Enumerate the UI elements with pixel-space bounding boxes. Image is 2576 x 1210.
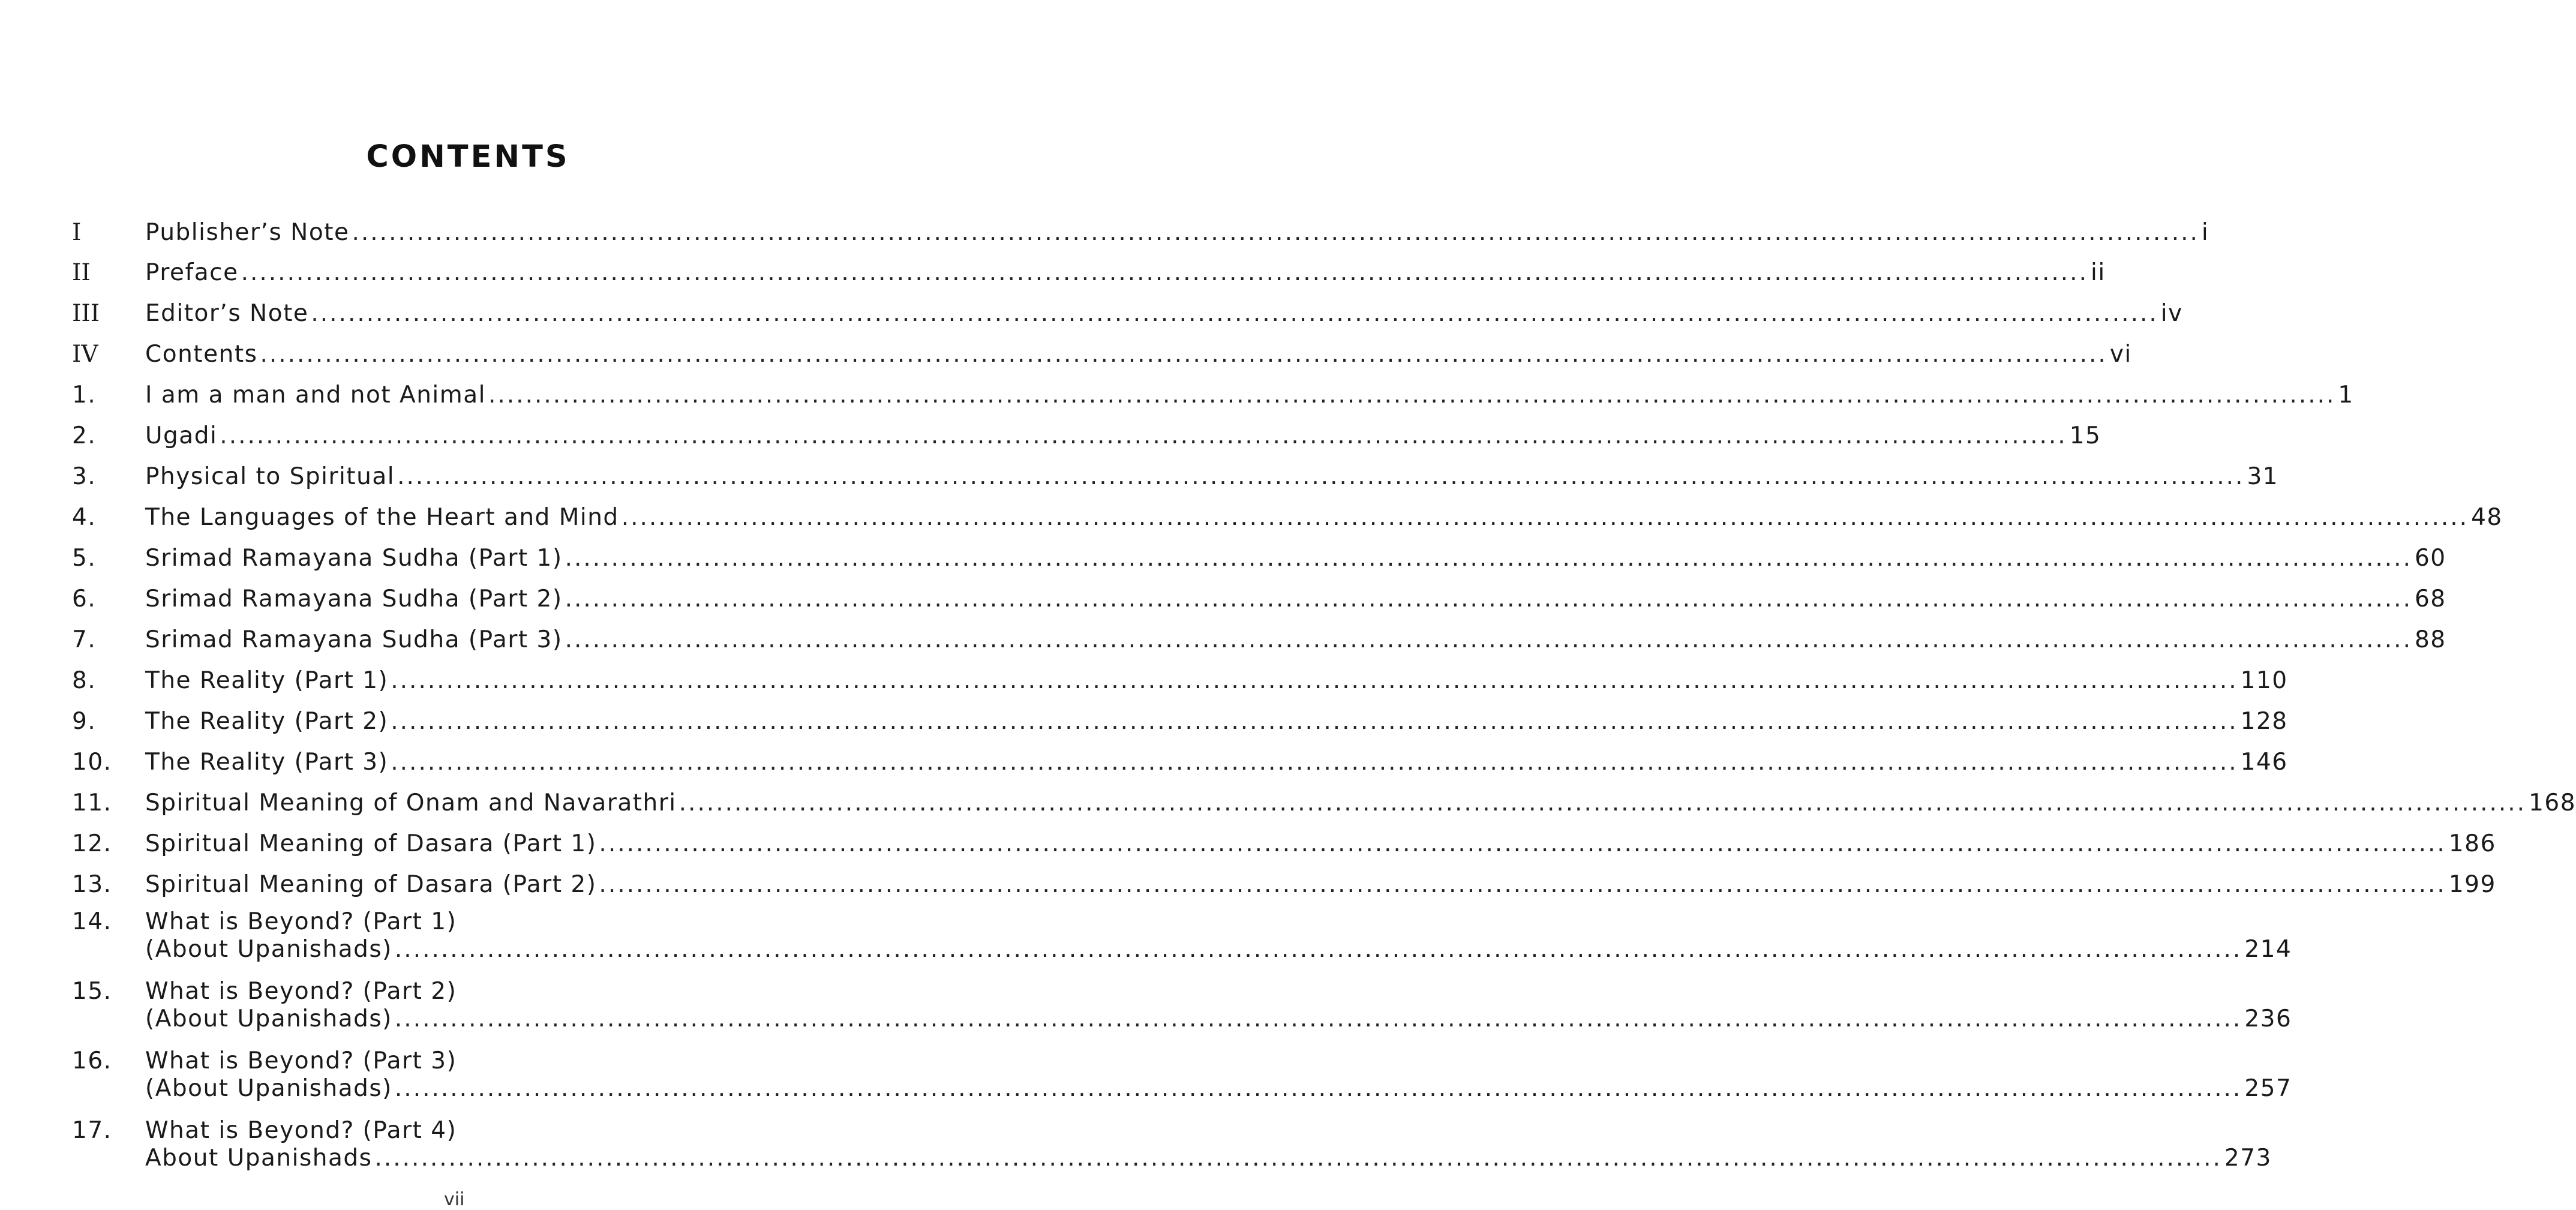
leader-dots: ........................................................................................................................................................................................................ <box>394 1005 2242 1032</box>
leader-dots: ........................................................................................................................................................................................................ <box>397 463 2245 490</box>
toc-entry-title: Contents <box>145 341 258 368</box>
toc-entry-page: 60 <box>2414 545 2446 572</box>
leader-dots: ........................................................................................................................................................................................................ <box>391 708 2238 735</box>
toc-entry-title: Srimad Ramayana Sudha (Part 2) <box>145 586 563 612</box>
toc-entry-page: 168 <box>2529 789 2576 816</box>
toc-entry-title: The Reality (Part 1) <box>145 667 389 694</box>
toc-entry-number: IV <box>72 341 98 368</box>
toc-entry-number: 16. <box>72 1047 112 1074</box>
leader-dots: ........................................................................................................................................................................................................ <box>488 382 2336 409</box>
toc-entry-page: 199 <box>2448 871 2496 898</box>
toc-entry-title: What is Beyond? (Part 2) <box>145 978 457 1005</box>
toc-entry-number: 2. <box>72 422 97 449</box>
leader-dots: ........................................................................................................................................................................................................ <box>260 341 2107 368</box>
leader-dots: ........................................................................................................................................................................................................ <box>352 219 2199 246</box>
leader-dots: ........................................................................................................................................................................................................ <box>391 749 2238 776</box>
toc-entry-number: 12. <box>72 830 112 857</box>
toc-entry-page: 1 <box>2338 382 2354 409</box>
toc-entry-page: i <box>2201 219 2209 246</box>
toc-entry-title: What is Beyond? (Part 1) <box>145 908 457 935</box>
toc-entry-number: I <box>72 219 82 246</box>
toc-entry-title: The Reality (Part 3) <box>145 749 389 776</box>
page-title: CONTENTS <box>366 139 570 175</box>
toc-entry-number: 14. <box>72 908 112 935</box>
toc-entry-title: The Reality (Part 2) <box>145 708 389 735</box>
toc-entry-page: ii <box>2090 259 2106 286</box>
leader-dots: ........................................................................................................................................................................................................ <box>565 545 2412 572</box>
toc-entry-page: 68 <box>2414 586 2446 612</box>
toc-entry-number: 17. <box>72 1117 112 1144</box>
toc-entry-number: 6. <box>72 586 97 612</box>
toc-entry-title: Publisher’s Note <box>145 219 350 246</box>
toc-entry-title: Srimad Ramayana Sudha (Part 1) <box>145 545 563 572</box>
toc-entry-number: 11. <box>72 789 112 816</box>
toc-entry-page: 186 <box>2448 830 2496 857</box>
leader-dots: ........................................................................................................................................................................................................ <box>599 830 2446 857</box>
toc-entry-title: (About Upanishads) <box>145 1005 392 1032</box>
page-number: vii <box>444 1189 465 1210</box>
toc-entry-title: Physical to Spiritual <box>145 463 395 490</box>
toc-entry-page: 273 <box>2224 1145 2272 1172</box>
toc-entry-page: iv <box>2160 300 2183 327</box>
toc-entry-title: (About Upanishads) <box>145 936 392 963</box>
toc-entry-page: 15 <box>2069 422 2101 449</box>
toc-entry-title: Spiritual Meaning of Onam and Navarathri <box>145 789 677 816</box>
leader-dots: ........................................................................................................................................................................................................ <box>394 1075 2242 1102</box>
leader-dots: ........................................................................................................................................................................................................ <box>220 422 2067 449</box>
toc-entry-title: Preface <box>145 259 239 286</box>
leader-dots: ........................................................................................................................................................................................................ <box>621 504 2469 531</box>
toc-entry-number: 1. <box>72 382 97 409</box>
toc-entry-title: The Languages of the Heart and Mind <box>145 504 619 531</box>
toc-entry-title: Ugadi <box>145 422 218 449</box>
toc-entry-number: 3. <box>72 463 97 490</box>
toc-entry-number: III <box>72 300 100 327</box>
toc-entry-title: About Upanishads <box>145 1145 373 1172</box>
toc-entry-number: 15. <box>72 978 112 1005</box>
toc-entry-page: 110 <box>2240 667 2288 694</box>
toc-entry-title: Spiritual Meaning of Dasara (Part 1) <box>145 830 597 857</box>
toc-entry-number: 8. <box>72 667 97 694</box>
leader-dots: ........................................................................................................................................................................................................ <box>565 586 2412 612</box>
toc-entry-page: 128 <box>2240 708 2288 735</box>
leader-dots: ........................................................................................................................................................................................................ <box>394 936 2242 963</box>
leader-dots: ........................................................................................................................................................................................................ <box>311 300 2158 327</box>
toc-entry-number: 4. <box>72 504 97 531</box>
leader-dots: ........................................................................................................................................................................................................ <box>678 789 2527 816</box>
toc-entry-number: 5. <box>72 545 97 572</box>
toc-entry-page: vi <box>2109 341 2132 368</box>
toc-entry-page: 257 <box>2244 1075 2292 1102</box>
toc-entry-number: 10. <box>72 749 112 776</box>
toc-entry-page: 48 <box>2471 504 2503 531</box>
toc-entry-page: 236 <box>2244 1005 2292 1032</box>
toc-entry-number: II <box>72 259 91 286</box>
toc-entry-title: Srimad Ramayana Sudha (Part 3) <box>145 626 563 653</box>
toc-entry-page: 146 <box>2240 749 2288 776</box>
toc-entry-number: 9. <box>72 708 97 735</box>
toc-entry-title: I am a man and not Animal <box>145 382 486 409</box>
toc-entry-title: What is Beyond? (Part 3) <box>145 1047 457 1074</box>
leader-dots: ........................................................................................................................................................................................................ <box>599 871 2446 898</box>
toc-entry-title: What is Beyond? (Part 4) <box>145 1117 457 1144</box>
toc-entry-page: 214 <box>2244 936 2292 963</box>
toc-entry-number: 7. <box>72 626 97 653</box>
toc-entry-title: (About Upanishads) <box>145 1075 392 1102</box>
toc-entry-number: 13. <box>72 871 112 898</box>
leader-dots: ........................................................................................................................................................................................................ <box>391 667 2238 694</box>
toc-entry-title: Spiritual Meaning of Dasara (Part 2) <box>145 871 597 898</box>
toc-entry-title: Editor’s Note <box>145 300 309 327</box>
toc-entry-page: 88 <box>2414 626 2446 653</box>
toc-entry-page: 31 <box>2247 463 2279 490</box>
leader-dots: ........................................................................................................................................................................................................ <box>241 259 2088 286</box>
leader-dots: ........................................................................................................................................................................................................ <box>565 626 2412 653</box>
leader-dots: ........................................................................................................................................................................................................ <box>374 1145 2222 1172</box>
